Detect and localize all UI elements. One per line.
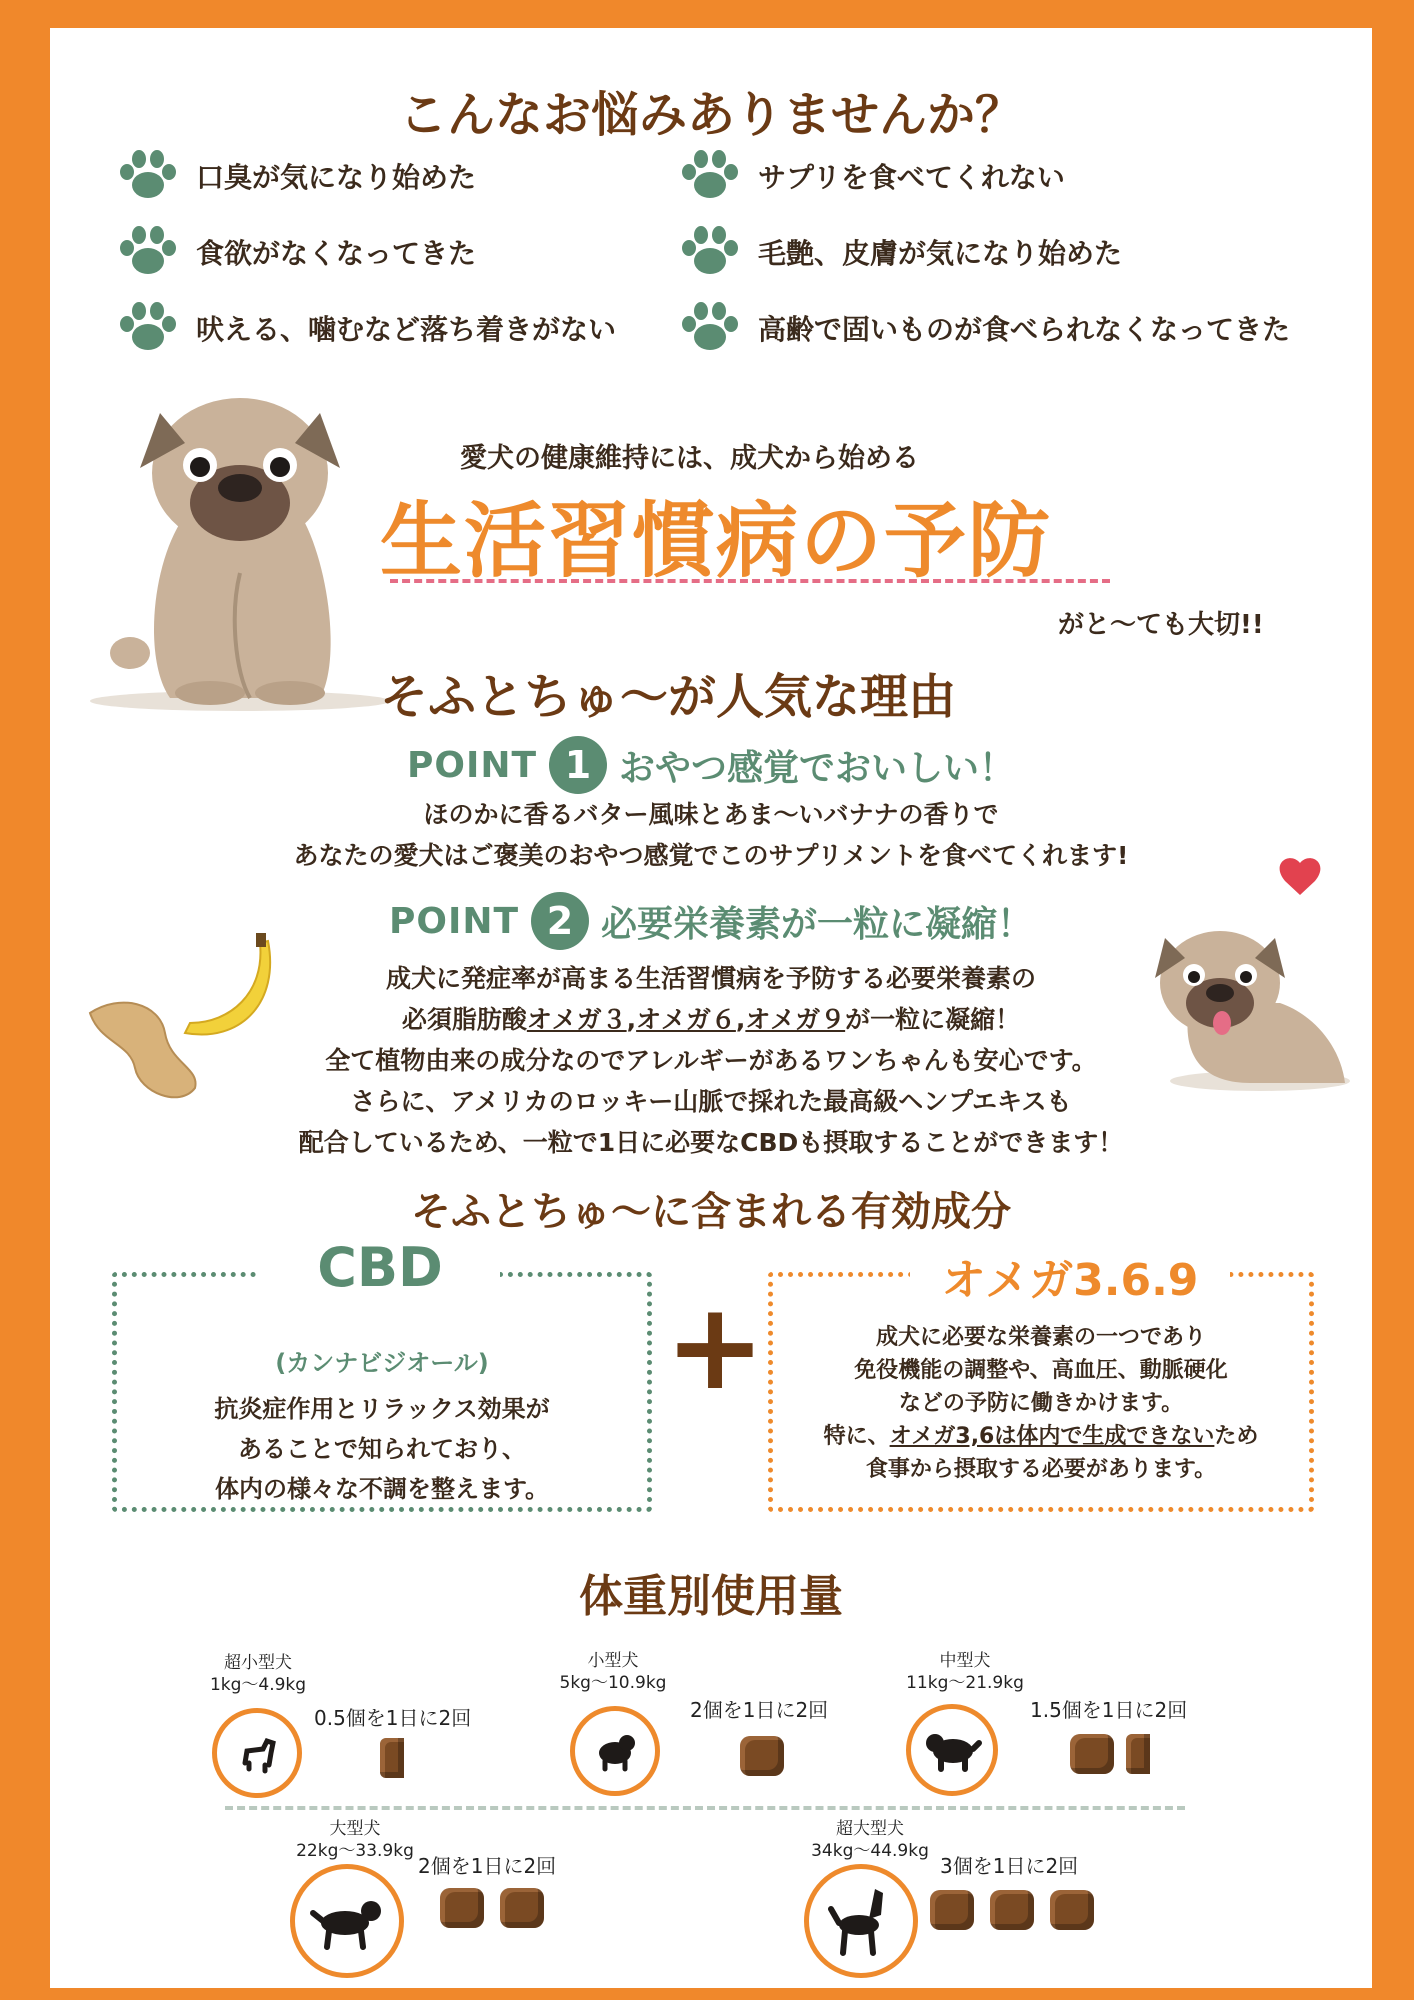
- size-name: 超小型犬: [224, 1653, 292, 1673]
- worry-item: [118, 300, 616, 356]
- size-name: 中型犬: [939, 1651, 991, 1671]
- dosage-divider: [225, 1806, 1185, 1810]
- point-number-badge: 1: [549, 736, 607, 794]
- point-2-line: 必須脂肪酸オメガ３,オメガ６,オメガ９が一粒に凝縮！: [401, 1005, 1021, 1034]
- kibble-icon: [500, 1888, 544, 1928]
- point-label: POINT: [388, 900, 520, 942]
- worry-item: [680, 224, 1122, 280]
- banana-peanut-illustration: [80, 933, 290, 1103]
- point-2-line: 成犬に発症率が高まる生活習慣病を予防する必要栄養素の: [385, 964, 1036, 993]
- omega-3-text: オメガ３: [526, 1005, 627, 1034]
- worry-text: サプリを食べてくれない: [758, 161, 1065, 194]
- ingredients-title: そふとちゅ〜に含まれる有効成分: [411, 1189, 1011, 1235]
- omega-line: などの予防に働きかけます。: [898, 1391, 1184, 1416]
- omega-description: [773, 1321, 1309, 1486]
- text-fragment: が一粒に凝縮！: [845, 1005, 1021, 1034]
- point-1-line: あなたの愛犬はご褒美のおやつ感覚でこのサプリメントを食べてくれます!: [293, 841, 1129, 870]
- worry-item: [680, 148, 1065, 204]
- worry-text: 吠える、噛むなど落ち着きがない: [196, 313, 617, 346]
- dose-text: 3個を1日に2回: [940, 1854, 1079, 1878]
- worry-item: [118, 148, 476, 204]
- cbd-line: あることで知られており、: [238, 1435, 526, 1463]
- cbd-description: [117, 1389, 647, 1509]
- size-name: 超大型犬: [836, 1819, 904, 1839]
- dosage-title: 体重別使用量: [579, 1571, 843, 1622]
- point-2-line: 全て植物由来の成分なのでアレルギーがあるワンちゃんも安心です。: [325, 1046, 1097, 1075]
- dose-text: 1.5個を1日に2回: [1030, 1698, 1188, 1722]
- size-label: [198, 1652, 318, 1696]
- kibble-icon: [990, 1890, 1034, 1930]
- prevention-lead: 愛犬の健康維持には、成犬から始める: [460, 443, 919, 474]
- prevention-headline: 生活習慣病の予防: [380, 494, 1053, 589]
- omega-line: [773, 1420, 1309, 1453]
- kibble-icon: [1050, 1890, 1094, 1930]
- text-fragment: 特に、: [823, 1424, 890, 1449]
- worry-text: 口臭が気になり始めた: [196, 161, 477, 194]
- paw-icon: [118, 224, 178, 280]
- omega-line: 免役機能の調整や、高血圧、動脈硬化: [854, 1358, 1228, 1383]
- point-1-heading: [50, 736, 1372, 794]
- kibble-icon: [380, 1738, 404, 1778]
- paw-icon: [680, 224, 740, 280]
- large-dog-icon: [290, 1864, 404, 1978]
- size-range: 34kg〜44.9kg: [811, 1841, 929, 1861]
- kibble-icon: [1126, 1734, 1150, 1774]
- point-title: 必要栄養素が一粒に凝縮！: [601, 903, 1034, 945]
- worry-item: [118, 224, 476, 280]
- poster-page: [50, 28, 1372, 1988]
- omega-box: [768, 1272, 1314, 1512]
- text-fragment: 必須脂肪酸: [401, 1005, 527, 1034]
- dose-text: 2個を1日に2回: [690, 1698, 829, 1722]
- omega-name: オメガ3.6.9: [910, 1244, 1230, 1308]
- size-label: [890, 1650, 1040, 1694]
- size-range: 5kg〜10.9kg: [559, 1673, 667, 1693]
- reasons-title: そふとちゅ〜が人気な理由: [380, 669, 957, 725]
- size-range: 22kg〜33.9kg: [296, 1841, 414, 1861]
- cbd-line: 抗炎症作用とリラックス効果が: [214, 1395, 550, 1423]
- dose-text: 2個を1日に2回: [418, 1854, 557, 1878]
- paw-icon: [680, 300, 740, 356]
- worries-title: こんなお悩みありませんか？: [398, 87, 1023, 143]
- point-title: おやつ感覚でおいしい！: [619, 747, 1016, 789]
- sitting-pug-illustration: [90, 373, 390, 713]
- kibble-icon: [1070, 1734, 1114, 1774]
- omega-underlined-text: オメガ3,6は体内で生成できない: [889, 1424, 1215, 1449]
- plus-sign: +: [664, 1278, 766, 1417]
- extra-small-dog-icon: [212, 1708, 302, 1798]
- dose-text: 0.5個を1日に2回: [314, 1706, 472, 1730]
- kibble-icon: [740, 1736, 784, 1776]
- size-label: [280, 1818, 430, 1862]
- point-label: POINT: [406, 744, 538, 786]
- cbd-box: [112, 1272, 652, 1512]
- small-dog-icon: [570, 1706, 660, 1796]
- point-number-badge: 2: [531, 892, 589, 950]
- size-label: [548, 1650, 678, 1694]
- medium-dog-icon: [906, 1704, 998, 1796]
- size-label: [790, 1818, 950, 1862]
- paw-icon: [118, 148, 178, 204]
- size-range: 1kg〜4.9kg: [209, 1675, 307, 1695]
- point-2-line: 配合しているため、一粒で1日に必要なCBDも摂取することができます！: [298, 1128, 1124, 1157]
- extra-large-dog-icon: [804, 1864, 918, 1978]
- omega-line: 成犬に必要な栄養素の一つであり: [875, 1325, 1206, 1350]
- point-1-line: ほのかに香るバター風味とあま〜いバナナの香りで: [423, 800, 999, 829]
- omega-6-text: オメガ６: [636, 1005, 736, 1034]
- cbd-line: 体内の様々な不調を整えます。: [214, 1475, 550, 1503]
- omega-9-text: オメガ９: [745, 1005, 846, 1034]
- worry-text: 高齢で固いものが食べられなくなってきた: [758, 313, 1291, 346]
- omega-line: 食事から摂取する必要があります。: [865, 1457, 1217, 1482]
- lying-pug-illustration: [1150, 853, 1350, 1103]
- cbd-subtitle: (カンナビジオール): [275, 1349, 489, 1377]
- size-range: 11kg〜21.9kg: [906, 1673, 1024, 1693]
- kibble-icon: [440, 1888, 484, 1928]
- kibble-icon: [930, 1890, 974, 1930]
- prevention-tail: がと〜ても大切!!: [1058, 610, 1264, 640]
- point-2-line: さらに、アメリカのロッキー山脈で採れた最高級ヘンプエキスも: [350, 1087, 1072, 1116]
- size-name: 大型犬: [329, 1819, 381, 1839]
- worry-text: 毛艶、皮膚が気になり始めた: [758, 237, 1123, 270]
- text-fragment: ため: [1214, 1424, 1259, 1449]
- worry-text: 食欲がなくなってきた: [196, 237, 477, 270]
- headline-underline: [390, 579, 1110, 583]
- paw-icon: [118, 300, 178, 356]
- worry-item: [680, 300, 1290, 356]
- paw-icon: [680, 148, 740, 204]
- size-name: 小型犬: [587, 1651, 639, 1671]
- cbd-name: CBD: [260, 1236, 500, 1299]
